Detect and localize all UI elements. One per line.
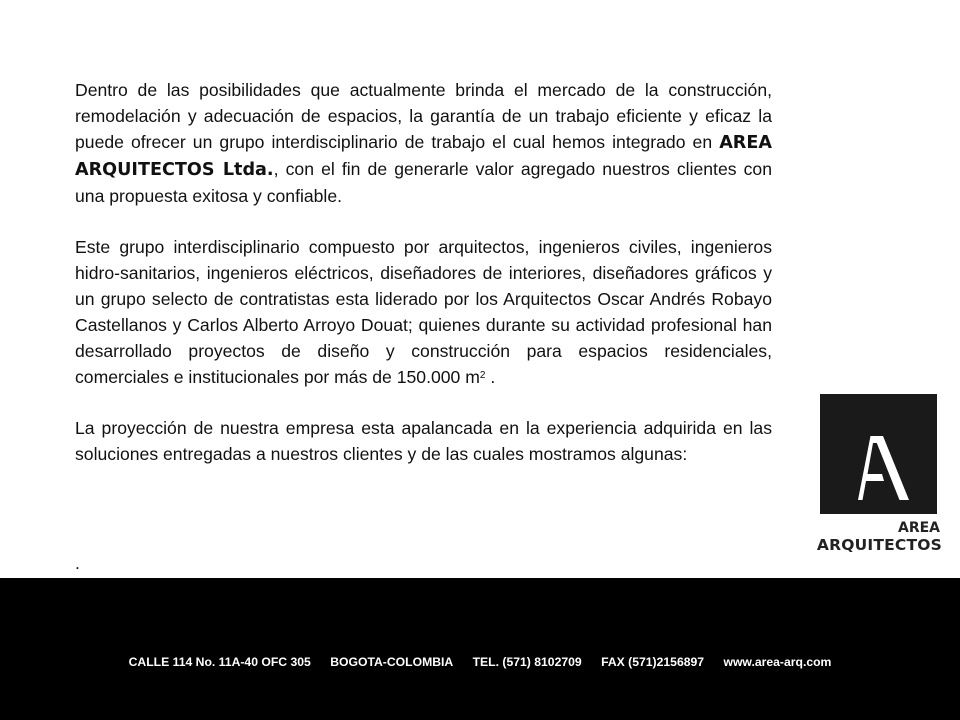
footer-bar	[0, 578, 960, 720]
company-logo	[820, 394, 937, 514]
footer-phone: TEL. (571) 8102709	[472, 655, 582, 669]
logo-word-area: AREA	[897, 520, 940, 536]
paragraph-intro-text: Dentro de las posibilidades que actualmente brinda el mercado de la construcción, remodelación y adecuación de espacios, la garantía de un trabajo eficiente y eficaz la puede ofrecer un grupo interdisciplinario de trabajo el cual hemos integrado en	[75, 80, 772, 152]
body-text	[75, 77, 772, 492]
paragraph-team-end: .	[485, 367, 496, 387]
company-name-inline: AREA ARQUITECTOS Ltda.	[75, 133, 772, 180]
paragraph-intro	[75, 77, 772, 209]
footer-contact-line	[0, 655, 960, 669]
paragraph-projection: La proyección de nuestra empresa esta apalancada en la experiencia adquirida en las soluciones entregadas a nuestros clientes y de las cuales mostramos algunas:	[75, 418, 772, 464]
trailing-dot: .	[75, 553, 80, 573]
paragraph-intro-end: , con el fin de generarle valor agregado nuestros clientes con una propuesta exitosa y confiable.	[75, 159, 772, 206]
logo-wordmark	[808, 520, 942, 554]
paragraph-team-text: Este grupo interdisciplinario compuesto por arquitectos, ingenieros civiles, ingenieros hidro-sanitarios, ingenieros eléctricos, diseñadores de interiores, diseñadores gráficos y un grupo selecto de contratistas esta liderado por los Arquitectos Oscar Andrés Robayo Castellanos y Carlos Alberto Arroyo Douat; quienes durante su actividad profesional han desarrollado proyectos de diseño y construcción para espacios residenciales, comerciales e institucionales por más de 150.000 m	[75, 237, 772, 387]
footer-city: BOGOTA-COLOMBIA	[330, 655, 454, 669]
logo-word-arquitectos: ARQUITECTOS	[816, 536, 942, 554]
area-unit-superscript: 2	[479, 370, 486, 381]
footer-website: www.area-arq.com	[723, 655, 832, 669]
footer-fax: FAX (571)2156897	[601, 655, 705, 669]
logo-letter-a-icon	[820, 394, 937, 514]
paragraph-team	[75, 234, 772, 390]
footer-address: CALLE 114 No. 11A-40 OFC 305	[128, 655, 311, 669]
